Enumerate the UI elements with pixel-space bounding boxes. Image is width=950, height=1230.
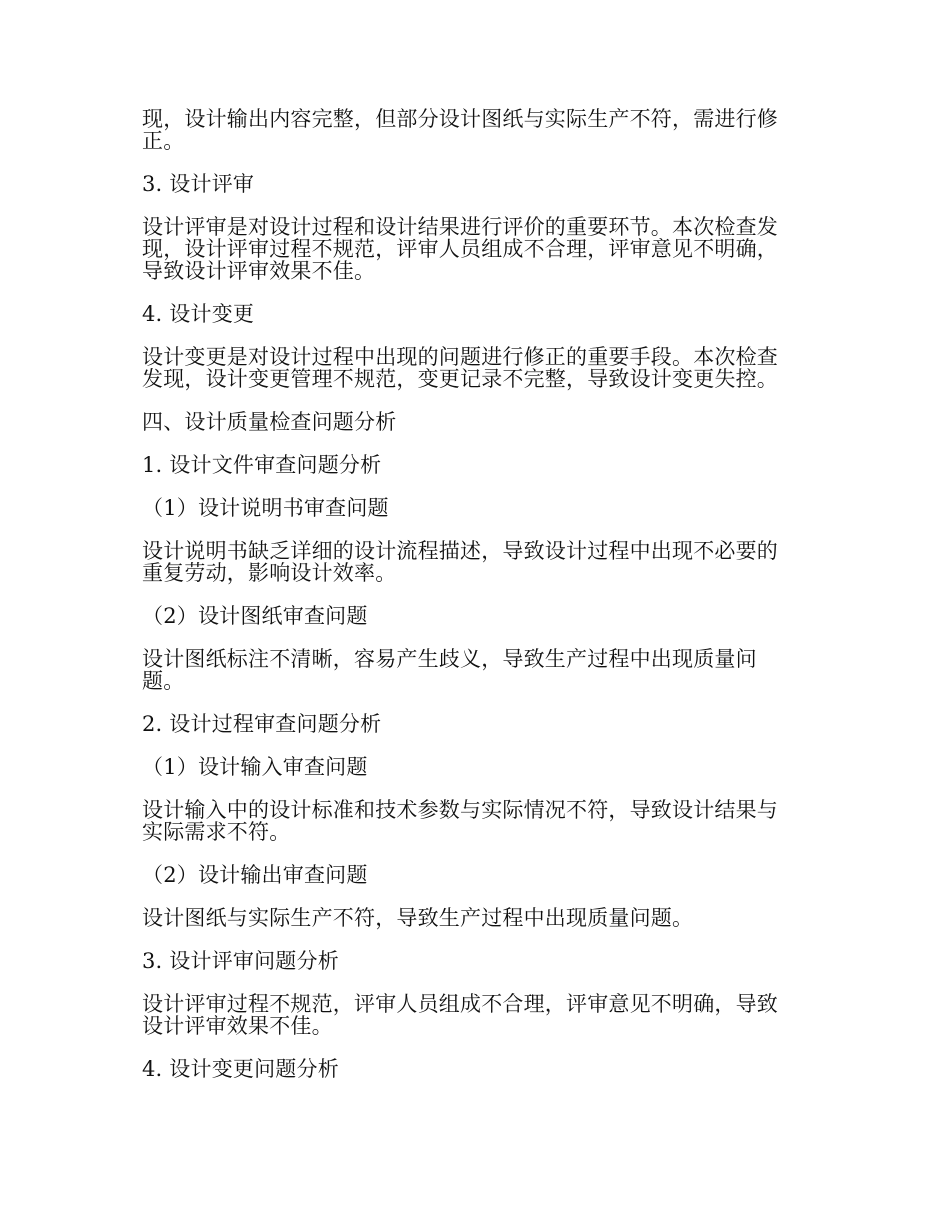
heading-review-problem-analysis: 3. 设计评审问题分析 xyxy=(142,949,339,973)
heading-process-review-analysis: 2. 设计过程审查问题分析 xyxy=(142,712,382,736)
subheading-output-review-problem: （2）设计输出审查问题 xyxy=(142,863,368,887)
heading-design-file-review-analysis: 1. 设计文件审查问题分析 xyxy=(142,453,382,477)
subheading-input-review-problem: （1）设计输入审查问题 xyxy=(142,755,368,779)
document-body xyxy=(142,108,798,1101)
subheading-spec-review-problem: （1）设计说明书审查问题 xyxy=(142,496,389,520)
paragraph-spec-review-problem: 设计说明书缺乏详细的设计流程描述，导致设计过程中出现不必要的重复劳动，影响设计效率。 xyxy=(142,539,778,585)
paragraph-review-problem-analysis: 设计评审过程不规范，评审人员组成不合理，评审意见不明确，导致设计评审效果不佳。 xyxy=(142,992,778,1038)
paragraph-input-review-problem: 设计输入中的设计标准和技术参数与实际情况不符，导致设计结果与实际需求不符。 xyxy=(142,798,778,844)
paragraph-drawing-review-problem: 设计图纸标注不清晰，容易产生歧义，导致生产过程中出现质量问题。 xyxy=(142,647,757,693)
section-heading-problem-analysis: 四、设计质量检查问题分析 xyxy=(142,410,397,434)
paragraph-design-review: 设计评审是对设计过程和设计结果进行评价的重要环节。本次检查发现，设计评审过程不规范，评审人员组成不合理，评审意见不明确，导致设计评审效果不佳。 xyxy=(142,215,778,283)
paragraph-design-change: 设计变更是对设计过程中出现的问题进行修正的重要手段。本次检查发现，设计变更管理不规范，变更记录不完整，导致设计变更失控。 xyxy=(142,345,778,391)
heading-design-review: 3. 设计评审 xyxy=(142,172,255,196)
heading-design-change: 4. 设计变更 xyxy=(142,302,255,326)
paragraph-output-review-problem: 设计图纸与实际生产不符，导致生产过程中出现质量问题。 xyxy=(142,906,694,930)
subheading-drawing-review-problem: （2）设计图纸审查问题 xyxy=(142,604,368,628)
paragraph-design-output-continued: 现，设计输出内容完整，但部分设计图纸与实际生产不符，需进行修正。 xyxy=(142,107,778,153)
heading-change-problem-analysis: 4. 设计变更问题分析 xyxy=(142,1057,339,1081)
